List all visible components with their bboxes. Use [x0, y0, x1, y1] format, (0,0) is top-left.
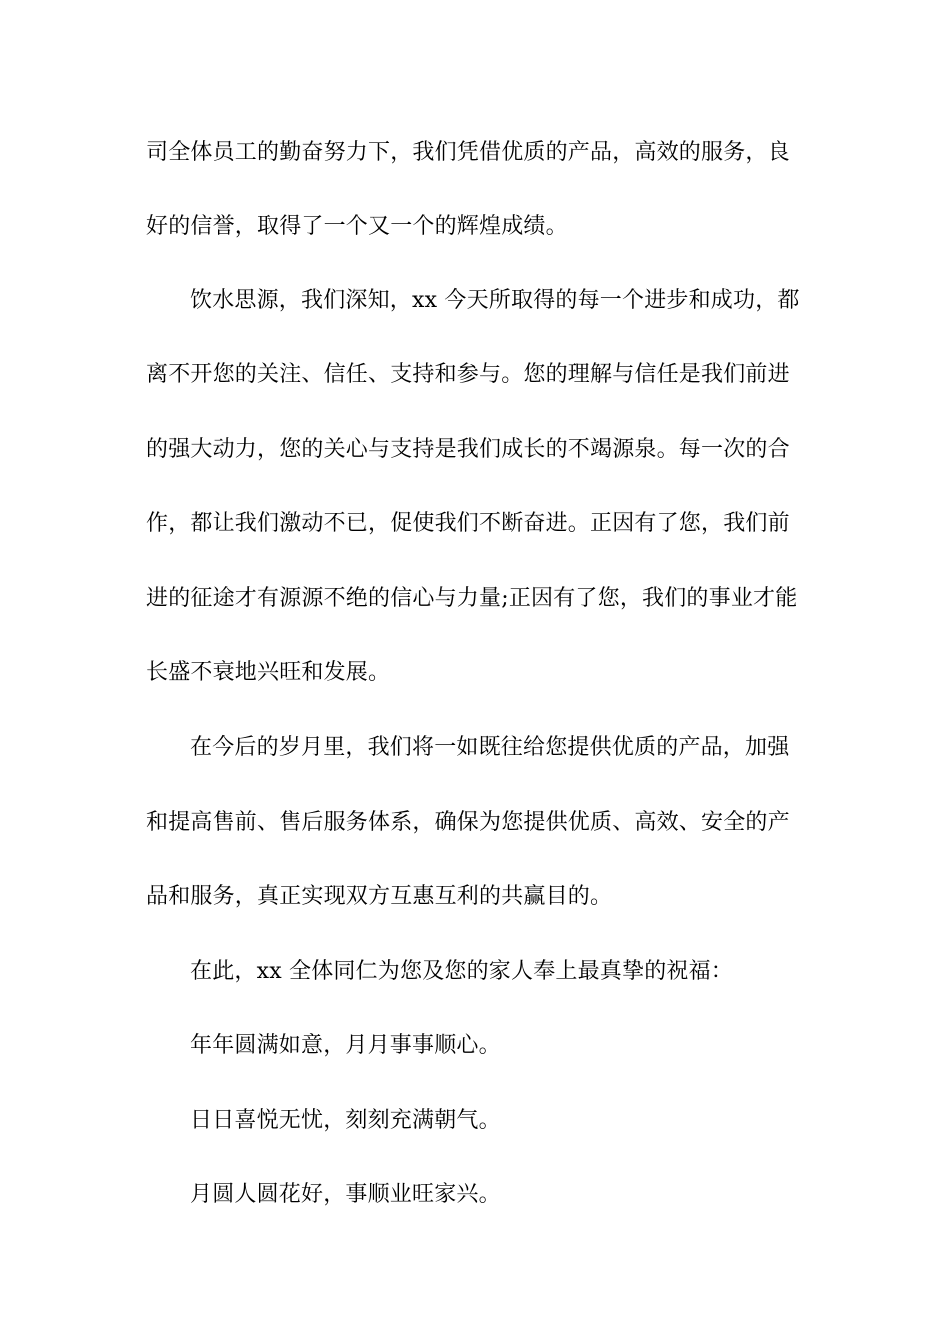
text-line: 离不开您的关注、信任、支持和参与。您的理解与信任是我们前进 [146, 362, 790, 387]
text-line: 司全体员工的勤奋努力下，我们凭借优质的产品，高效的服务，良 [146, 140, 790, 165]
text-line: 的强大动力，您的关心与支持是我们成长的不竭源泉。每一次的合 [146, 437, 790, 462]
text-line: 长盛不衰地兴旺和发展。 [146, 660, 391, 685]
text-line: 作，都让我们激动不已，促使我们不断奋进。正因有了您，我们前 [146, 511, 790, 536]
text-line: 在今后的岁月里，我们将一如既往给您提供优质的产品，加强 [190, 735, 790, 760]
text-line: 和提高售前、售后服务体系，确保为您提供优质、高效、安全的产 [146, 810, 790, 835]
text-line: 品和服务，真正实现双方互惠互利的共赢目的。 [146, 884, 613, 909]
text-line: 进的征途才有源源不绝的信心与力量;正因有了您，我们的事业才能 [146, 586, 798, 611]
text-line: 饮水思源，我们深知，xx 今天所取得的每一个进步和成功，都 [190, 288, 800, 313]
text-line: 日日喜悦无忧，刻刻充满朝气。 [190, 1108, 501, 1133]
text-line: 年年圆满如意，月月事事顺心。 [190, 1033, 501, 1058]
text-line: 在此，xx 全体同仁为您及您的家人奉上最真挚的祝福： [190, 959, 734, 984]
text-line: 好的信誉，取得了一个又一个的辉煌成绩。 [146, 214, 568, 239]
text-line: 月圆人圆花好，事顺业旺家兴。 [190, 1182, 501, 1207]
